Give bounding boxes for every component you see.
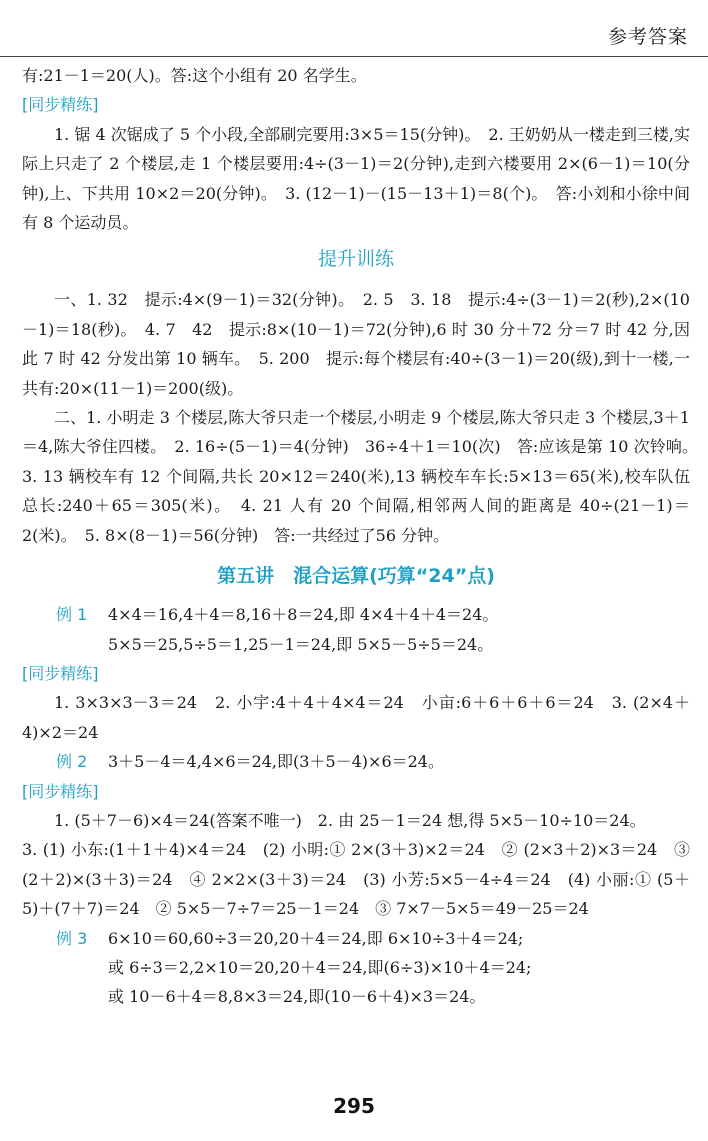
sync-practice-answers: 1. (5＋7－6)×4＝24(答案不唯一) 2. 由 25－1＝24 想,得 5×5－10÷10＝24。: [54, 810, 646, 830]
example-2-label: 例 2: [56, 752, 88, 772]
answer-content: [22, 61, 707, 1012]
section-title: 提升训练: [317, 248, 394, 271]
page-number: 295: [333, 1094, 375, 1118]
example-1: [22, 600, 690, 629]
sync-practice-tag: [同步精练]: [22, 663, 99, 683]
example-1-line-2: 5×5＝25,5÷5＝1,25－1＝24,即 5×5－5÷5＝24。: [108, 634, 494, 654]
sync-practice-tag: [同步精练]: [22, 95, 99, 115]
example-2-line-1: 3＋5－4＝4,4×6＝24,即(3＋5－4)×6＝24。: [108, 752, 444, 772]
header-divider: [0, 56, 708, 57]
part-one-answers: 一、1. 32 提示:4×(9－1)＝32(分钟)。 2. 5 3. 18 提示:4÷(3－1)＝2(秒),2×(10－1)＝18(秒)。 4. 7 42 提示:8×(10－1)＝72(分钟),6 时 30 分＋72 分＝7 时 42 分,因此 7 时 42 分发出第 10 辆车。 5. 200 提示:每个楼层有:40÷(3－1)＝20(级),到十一楼,一共有:20×(11－1)＝200(级)。: [22, 290, 690, 398]
sync-practice-answers: 3. (1) 小东:(1＋1＋4)×4＝24 (2) 小明:① 2×(3＋3)×2＝24 ② (2×3＋2)×3＝24 ③ (2＋2)×(3＋3)＝24 ④ 2×2×(3＋3)＝24 (3) 小芳:5×5－4÷4＝24 (4) 小丽:① (5＋5)＋(7＋7)＝24 ② 5×5－7÷7＝25－1＝24 ③ 7×7－5×5＝49－25＝24: [22, 840, 690, 919]
example-3-label: 例 3: [56, 928, 88, 948]
example-1-line-1: 4×4＝16,4＋4＝8,16＋8＝24,即 4×4＋4＋4＝24。: [108, 605, 499, 625]
chapter-title: 第五讲 混合运算(巧算“24”点): [217, 565, 495, 588]
sync-practice-answers: 1. 锯 4 次锯成了 5 个小段,全部刷完要用:3×5＝15(分钟)。 2. 王奶奶从一楼走到三楼,实际上只走了 2 个楼层,走 1 个楼层要用:4÷(3－1)＝2(分钟),走到六楼要用 2×(6－1)＝10(分钟),上、下共用 10×2＝20(分钟)。 3. (12－1)－(15－13＋1)＝8(个)。 答:小刘和小徐中间有 8 个运动员。: [22, 124, 690, 233]
sync-practice-tag: [同步精练]: [22, 781, 99, 801]
example-2: [22, 747, 690, 776]
sync-practice-answers: 1. 3×3×3－3＝24 2. 小宇:4＋4＋4×4＝24 小亩:6＋6＋6＋6＝24 3. (2×4＋4)×2＝24: [22, 693, 690, 742]
example-1-label: 例 1: [56, 605, 88, 625]
part-two-answers: 二、1. 小明走 3 个楼层,陈大爷只走一个楼层,小明走 9 个楼层,陈大爷只走 3 个楼层,3＋1＝4,陈大爷住四楼。 2. 16÷(5－1)＝4(分钟) 36÷4＋1＝10(次) 答:应该是第 10 次铃响。 3. 13 辆校车有 12 个间隔,共长 20×12＝240(米),13 辆校车车长:5×13＝65(米),校车队伍总长:240＋65＝305(米)。 4. 21 人有 20 个间隔,相邻两人间的距离是 40÷(21－1)＝2(米)。 5. 8×(8－1)＝56(分钟) 答:一共经过了56 分钟。: [22, 408, 707, 545]
example-3: [22, 924, 690, 953]
example-3-line-2: 或 6÷3＝2,2×10＝20,20＋4＝24,即(6÷3)×10＋4＝24;: [108, 957, 532, 977]
carryover-answer: 有:21－1＝20(人)。答:这个小组有 20 名学生。: [22, 66, 367, 85]
page-header-title: 参考答案: [607, 26, 688, 48]
example-3-line-3: 或 10－6＋4＝8,8×3＝24,即(10－6＋4)×3＝24。: [108, 987, 486, 1007]
example-3-line-1: 6×10＝60,60÷3＝20,20＋4＝24,即 6×10÷3＋4＝24;: [108, 928, 524, 948]
